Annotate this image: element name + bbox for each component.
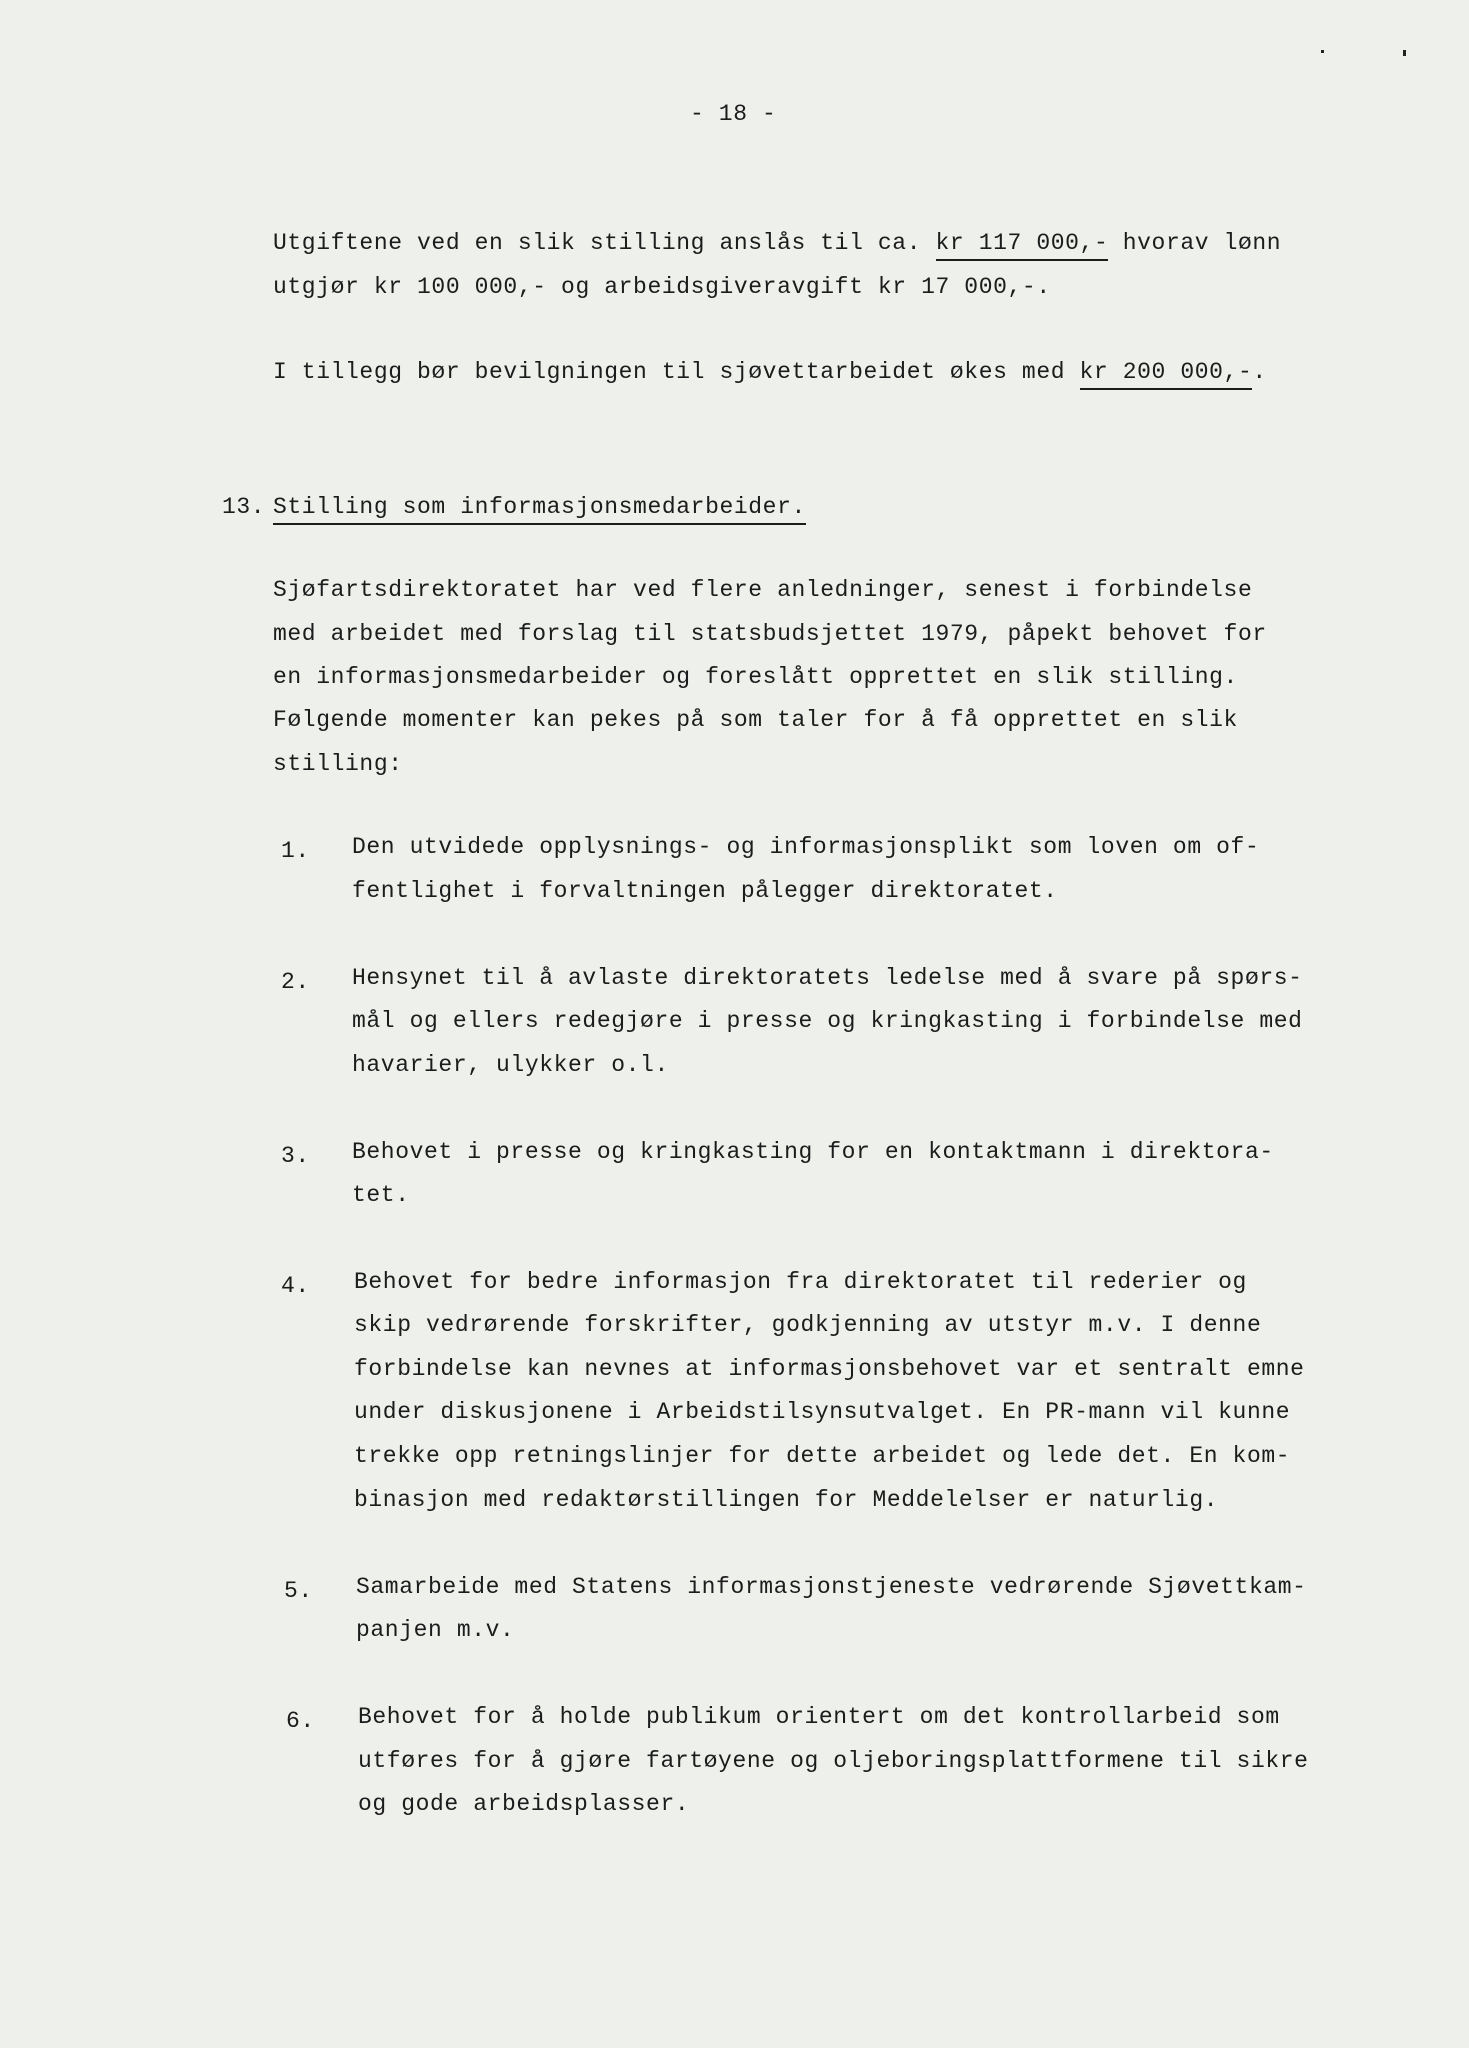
list-item-line: havarier, ulykker o.l. [352,1052,669,1078]
list-item-line: mål og ellers redegjøre i presse og kringkasting i forbindelse med [352,1008,1303,1034]
intro-text: hvorav lønn [1122,230,1282,256]
list-item-line: utføres for å gjøre fartøyene og oljeboringsplattformene til sikre [358,1748,1309,1774]
tillegg-line [273,359,1267,385]
list-item-line: binasjon med redaktørstillingen for Meddelelser er naturlig. [354,1487,1219,1513]
list-item-line: Samarbeide med Statens informasjonstjeneste vedrørende Sjøvettkam- [356,1574,1307,1600]
tillegg-amount-underlined: kr 200 000,- [1080,359,1253,390]
paragraph-line: stilling: [273,751,403,777]
scan-speck [1321,50,1324,53]
list-item-line: Behovet for bedre informasjon fra direktoratet til rederier og [354,1269,1247,1295]
list-item-number: 2. [281,969,310,995]
paragraph-line: Sjøfartsdirektoratet har ved flere anledninger, senest i forbindelse [273,577,1253,603]
section-number: 13. [222,494,266,520]
list-item-line: forbindelse kan nevnes at informasjonsbehovet var et sentralt emne [354,1356,1305,1382]
intro-text: Utgiftene ved en slik stilling anslås til ca. [273,230,922,256]
list-item-line: skip vedrørende forskrifter, godkjenning av utstyr m.v. I denne [354,1312,1262,1338]
list-item-number: 4. [281,1273,310,1299]
list-item-number: 1. [281,838,310,864]
list-item-line: Behovet i presse og kringkasting for en kontaktmann i direktora- [352,1139,1274,1165]
list-item-line: trekke opp retningslinjer for dette arbeidet og lede det. En kom- [354,1443,1291,1469]
list-item-line: Behovet for å holde publikum orientert om det kontrollarbeid som [358,1704,1280,1730]
paragraph-line: Følgende momenter kan pekes på som taler for å få opprettet en slik [273,707,1238,733]
list-item-line: Den utvidede opplysnings- og informasjonsplikt som loven om of- [352,834,1260,860]
list-item-number: 6. [286,1708,315,1734]
section-title-underlined: Stilling som informasjonsmedarbeider. [273,494,806,525]
intro-line-2: utgjør kr 100 000,- og arbeidsgiveravgift kr 17 000,-. [273,274,1051,300]
scan-speck [1403,50,1406,56]
cost-total-underlined: kr 117 000,- [936,230,1109,261]
list-item-line: fentlighet i forvaltningen pålegger direktoratet. [352,878,1058,904]
list-item-line: under diskusjonene i Arbeidstilsynsutvalget. En PR-mann vil kunne [354,1399,1291,1425]
list-item-line: og gode arbeidsplasser. [358,1791,690,1817]
page-number: - 18 - [690,101,777,127]
list-item-line: Hensynet til å avlaste direktoratets ledelse med å svare på spørs- [352,965,1303,991]
tillegg-period: . [1252,359,1267,385]
paragraph-line: med arbeidet med forslag til statsbudsjettet 1979, påpekt behovet for [273,621,1267,647]
tillegg-text: I tillegg bør bevilgningen til sjøvettarbeidet økes med [273,359,1066,385]
list-item-number: 5. [284,1578,313,1604]
section-title [273,494,806,520]
list-item-line: panjen m.v. [356,1617,515,1643]
list-item-line: tet. [352,1182,410,1208]
paragraph-line: en informasjonsmedarbeider og foreslått opprettet en slik stilling. [273,664,1238,690]
intro-line-1 [273,230,1281,256]
list-item-number: 3. [281,1143,310,1169]
